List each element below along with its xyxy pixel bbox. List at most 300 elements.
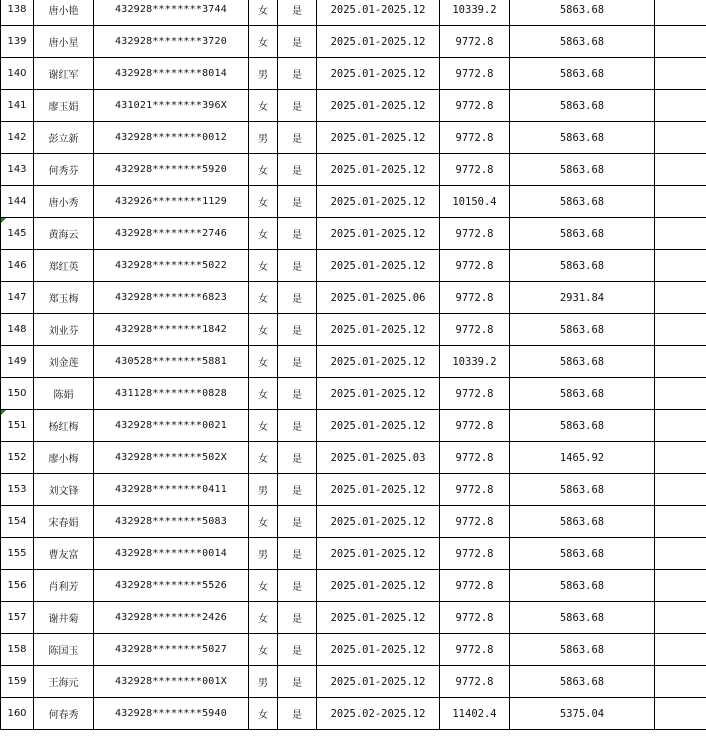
cell-extra[interactable]: [655, 634, 706, 666]
table-row: [1, 346, 706, 378]
gender: 女: [258, 518, 268, 529]
amount: 11402.4: [452, 707, 497, 720]
cell-no[interactable]: [1, 570, 34, 602]
cell-amount[interactable]: [440, 410, 510, 442]
cell-id[interactable]: [94, 314, 249, 346]
cell-subsidy[interactable]: [510, 26, 655, 58]
cell-name[interactable]: [34, 186, 94, 218]
cell-subsidy[interactable]: [510, 282, 655, 314]
gender: 男: [258, 134, 268, 145]
cell-gender[interactable]: [249, 26, 278, 58]
cell-period[interactable]: [317, 474, 440, 506]
row-number: 151: [7, 420, 27, 431]
cell-amount[interactable]: [440, 250, 510, 282]
row-number: 140: [7, 68, 27, 79]
flag: 是: [292, 454, 302, 465]
cell-period[interactable]: [317, 90, 440, 122]
amount: 9772.8: [455, 643, 494, 656]
cell-no[interactable]: [1, 218, 34, 250]
person-name: 曹友富: [48, 550, 79, 561]
cell-subsidy[interactable]: [510, 474, 655, 506]
cell-period[interactable]: [317, 602, 440, 634]
cell-flag[interactable]: [278, 250, 317, 282]
gender: 女: [258, 6, 268, 17]
cell-extra[interactable]: [655, 346, 706, 378]
cell-period[interactable]: [317, 122, 440, 154]
cell-extra[interactable]: [655, 122, 706, 154]
row-number: 141: [7, 100, 27, 111]
amount: 9772.8: [455, 99, 494, 112]
cell-period[interactable]: [317, 378, 440, 410]
cell-subsidy[interactable]: [510, 378, 655, 410]
amount: 10150.4: [452, 195, 497, 208]
cell-period[interactable]: [317, 26, 440, 58]
cell-id[interactable]: [94, 538, 249, 570]
cell-subsidy[interactable]: [510, 570, 655, 602]
id-number: 432928********3744: [115, 4, 227, 15]
cell-id[interactable]: [94, 218, 249, 250]
cell-no[interactable]: [1, 506, 34, 538]
cell-name[interactable]: [34, 442, 94, 474]
row-number: 155: [7, 548, 27, 559]
person-name: 廖玉娟: [48, 102, 79, 113]
cell-subsidy[interactable]: [510, 0, 655, 26]
id-number: 432928********5027: [115, 644, 227, 655]
id-number: 432928********5526: [115, 580, 227, 591]
cell-no[interactable]: [1, 410, 34, 442]
cell-extra[interactable]: [655, 442, 706, 474]
cell-flag[interactable]: [278, 506, 317, 538]
cell-flag[interactable]: [278, 442, 317, 474]
cell-flag[interactable]: [278, 602, 317, 634]
cell-no[interactable]: [1, 666, 34, 698]
cell-gender[interactable]: [249, 666, 278, 698]
cell-extra[interactable]: [655, 154, 706, 186]
amount: 9772.8: [455, 419, 494, 432]
period: 2025.01-2025.12: [330, 99, 426, 112]
cell-subsidy[interactable]: [510, 218, 655, 250]
cell-subsidy[interactable]: [510, 90, 655, 122]
amount: 9772.8: [455, 291, 494, 304]
cell-amount[interactable]: [440, 666, 510, 698]
flag: 是: [292, 294, 302, 305]
row-number: 150: [7, 388, 27, 399]
cell-extra[interactable]: [655, 314, 706, 346]
cell-no[interactable]: [1, 0, 34, 26]
cell-extra[interactable]: [655, 0, 706, 26]
id-number: 432928********2746: [115, 228, 227, 239]
cell-extra[interactable]: [655, 378, 706, 410]
cell-flag[interactable]: [278, 314, 317, 346]
amount: 9772.8: [455, 611, 494, 624]
cell-gender[interactable]: [249, 218, 278, 250]
row-number: 153: [7, 484, 27, 495]
cell-gender[interactable]: [249, 90, 278, 122]
period: 2025.01-2025.12: [330, 195, 426, 208]
cell-no[interactable]: [1, 314, 34, 346]
cell-subsidy[interactable]: [510, 602, 655, 634]
cell-id[interactable]: [94, 346, 249, 378]
id-number: 431128********0828: [115, 388, 227, 399]
cell-gender[interactable]: [249, 186, 278, 218]
period: 2025.01-2025.12: [330, 35, 426, 48]
cell-period[interactable]: [317, 698, 440, 730]
cell-extra[interactable]: [655, 410, 706, 442]
period: 2025.01-2025.12: [330, 611, 426, 624]
cell-id[interactable]: [94, 666, 249, 698]
cell-subsidy[interactable]: [510, 506, 655, 538]
cell-amount[interactable]: [440, 0, 510, 26]
cell-amount[interactable]: [440, 26, 510, 58]
cell-subsidy[interactable]: [510, 666, 655, 698]
cell-gender[interactable]: [249, 538, 278, 570]
cell-amount[interactable]: [440, 90, 510, 122]
cell-subsidy[interactable]: [510, 442, 655, 474]
cell-period[interactable]: [317, 0, 440, 26]
cell-extra[interactable]: [655, 698, 706, 730]
cell-flag[interactable]: [278, 58, 317, 90]
cell-no[interactable]: [1, 122, 34, 154]
table-row: [1, 122, 706, 154]
subsidy: 5863.68: [559, 99, 605, 112]
flag: 是: [292, 38, 302, 49]
cell-subsidy[interactable]: [510, 410, 655, 442]
cell-no[interactable]: [1, 90, 34, 122]
period: 2025.01-2025.12: [330, 259, 426, 272]
cell-name[interactable]: [34, 634, 94, 666]
cell-name[interactable]: [34, 666, 94, 698]
cell-no[interactable]: [1, 602, 34, 634]
cell-no[interactable]: [1, 58, 34, 90]
cell-flag[interactable]: [278, 410, 317, 442]
gender: 女: [258, 230, 268, 241]
cell-flag[interactable]: [278, 282, 317, 314]
period: 2025.01-2025.12: [330, 387, 426, 400]
cell-id[interactable]: [94, 186, 249, 218]
cell-id[interactable]: [94, 26, 249, 58]
cell-no[interactable]: [1, 26, 34, 58]
cell-extra[interactable]: [655, 602, 706, 634]
cell-flag[interactable]: [278, 474, 317, 506]
period: 2025.01-2025.12: [330, 579, 426, 592]
id-number: 432928********6823: [115, 292, 227, 303]
cell-gender[interactable]: [249, 442, 278, 474]
cell-period[interactable]: [317, 634, 440, 666]
subsidy: 5863.68: [559, 515, 605, 528]
gender: 女: [258, 582, 268, 593]
cell-amount[interactable]: [440, 58, 510, 90]
cell-amount[interactable]: [440, 154, 510, 186]
cell-flag[interactable]: [278, 570, 317, 602]
cell-gender[interactable]: [249, 122, 278, 154]
flag: 是: [292, 678, 302, 689]
cell-flag[interactable]: [278, 666, 317, 698]
cell-subsidy[interactable]: [510, 250, 655, 282]
cell-id[interactable]: [94, 90, 249, 122]
cell-name[interactable]: [34, 282, 94, 314]
amount: 9772.8: [455, 547, 494, 560]
cell-extra[interactable]: [655, 58, 706, 90]
gender: 男: [258, 678, 268, 689]
cell-period[interactable]: [317, 442, 440, 474]
cell-gender[interactable]: [249, 698, 278, 730]
cell-name[interactable]: [34, 250, 94, 282]
cell-id[interactable]: [94, 0, 249, 26]
cell-name[interactable]: [34, 410, 94, 442]
flag: 是: [292, 70, 302, 81]
cell-subsidy[interactable]: [510, 314, 655, 346]
cell-no[interactable]: [1, 634, 34, 666]
cell-amount[interactable]: [440, 186, 510, 218]
person-name: 陈国玉: [48, 646, 79, 657]
cell-no[interactable]: [1, 346, 34, 378]
table-row: [1, 666, 706, 698]
cell-gender[interactable]: [249, 346, 278, 378]
cell-gender[interactable]: [249, 506, 278, 538]
cell-subsidy[interactable]: [510, 346, 655, 378]
cell-amount[interactable]: [440, 506, 510, 538]
cell-amount[interactable]: [440, 698, 510, 730]
cell-period[interactable]: [317, 666, 440, 698]
period: 2025.01-2025.12: [330, 227, 426, 240]
cell-amount[interactable]: [440, 218, 510, 250]
cell-name[interactable]: [34, 0, 94, 26]
cell-amount[interactable]: [440, 282, 510, 314]
cell-id[interactable]: [94, 634, 249, 666]
amount: 9772.8: [455, 67, 494, 80]
cell-id[interactable]: [94, 250, 249, 282]
cell-subsidy[interactable]: [510, 698, 655, 730]
amount: 9772.8: [455, 35, 494, 48]
row-number: 144: [7, 196, 27, 207]
flag: 是: [292, 166, 302, 177]
person-name: 陈娟: [53, 390, 74, 401]
cell-no[interactable]: [1, 282, 34, 314]
cell-period[interactable]: [317, 570, 440, 602]
cell-name[interactable]: [34, 474, 94, 506]
subsidy: 5863.68: [559, 387, 605, 400]
cell-extra[interactable]: [655, 26, 706, 58]
table-row: [1, 26, 706, 58]
cell-amount[interactable]: [440, 602, 510, 634]
row-number: 138: [7, 4, 27, 15]
cell-amount[interactable]: [440, 538, 510, 570]
cell-no[interactable]: [1, 538, 34, 570]
gender: 女: [258, 166, 268, 177]
cell-amount[interactable]: [440, 634, 510, 666]
cell-extra[interactable]: [655, 506, 706, 538]
cell-period[interactable]: [317, 282, 440, 314]
cell-name[interactable]: [34, 538, 94, 570]
person-name: 郑玉梅: [48, 294, 79, 305]
cell-gender[interactable]: [249, 634, 278, 666]
cell-gender[interactable]: [249, 58, 278, 90]
cell-flag[interactable]: [278, 0, 317, 26]
cell-name[interactable]: [34, 218, 94, 250]
subsidy: 5863.68: [559, 579, 605, 592]
cell-name[interactable]: [34, 506, 94, 538]
id-number: 432928********2426: [115, 612, 227, 623]
cell-name[interactable]: [34, 58, 94, 90]
id-number: 432928********502X: [115, 452, 227, 463]
cell-flag[interactable]: [278, 346, 317, 378]
cell-gender[interactable]: [249, 602, 278, 634]
cell-id[interactable]: [94, 378, 249, 410]
cell-subsidy[interactable]: [510, 634, 655, 666]
cell-flag[interactable]: [278, 122, 317, 154]
cell-name[interactable]: [34, 122, 94, 154]
cell-gender[interactable]: [249, 474, 278, 506]
person-name: 何秀芬: [48, 166, 79, 177]
cell-gender[interactable]: [249, 410, 278, 442]
cell-extra[interactable]: [655, 570, 706, 602]
person-name: 刘金莲: [48, 358, 79, 369]
flag: 是: [292, 582, 302, 593]
cell-flag[interactable]: [278, 186, 317, 218]
cell-gender[interactable]: [249, 0, 278, 26]
cell-gender[interactable]: [249, 378, 278, 410]
cell-gender[interactable]: [249, 314, 278, 346]
cell-no[interactable]: [1, 186, 34, 218]
cell-period[interactable]: [317, 186, 440, 218]
cell-gender[interactable]: [249, 282, 278, 314]
cell-period[interactable]: [317, 410, 440, 442]
cell-flag[interactable]: [278, 26, 317, 58]
cell-no[interactable]: [1, 154, 34, 186]
cell-flag[interactable]: [278, 634, 317, 666]
period: 2025.01-2025.12: [330, 163, 426, 176]
cell-gender[interactable]: [249, 154, 278, 186]
cell-id[interactable]: [94, 122, 249, 154]
cell-flag[interactable]: [278, 378, 317, 410]
person-name: 杨红梅: [48, 422, 79, 433]
cell-name[interactable]: [34, 698, 94, 730]
row-number: 159: [7, 676, 27, 687]
period: 2025.01-2025.12: [330, 67, 426, 80]
row-number: 148: [7, 324, 27, 335]
period: 2025.01-2025.06: [330, 291, 426, 304]
cell-extra[interactable]: [655, 186, 706, 218]
subsidy: 5863.68: [559, 131, 605, 144]
cell-extra[interactable]: [655, 474, 706, 506]
person-name: 谢井菊: [48, 614, 79, 625]
cell-id[interactable]: [94, 602, 249, 634]
cell-name[interactable]: [34, 602, 94, 634]
cell-flag[interactable]: [278, 698, 317, 730]
cell-subsidy[interactable]: [510, 186, 655, 218]
cell-id[interactable]: [94, 154, 249, 186]
row-number: 146: [7, 260, 27, 271]
amount: 9772.8: [455, 675, 494, 688]
cell-gender[interactable]: [249, 570, 278, 602]
row-number: 157: [7, 612, 27, 623]
cell-amount[interactable]: [440, 378, 510, 410]
cell-no[interactable]: [1, 698, 34, 730]
cell-name[interactable]: [34, 90, 94, 122]
cell-period[interactable]: [317, 58, 440, 90]
person-name: 刘业芬: [48, 326, 79, 337]
cell-amount[interactable]: [440, 314, 510, 346]
id-number: 430528********5881: [115, 356, 227, 367]
cell-subsidy[interactable]: [510, 154, 655, 186]
cell-no[interactable]: [1, 250, 34, 282]
period: 2025.01-2025.12: [330, 355, 426, 368]
cell-flag[interactable]: [278, 218, 317, 250]
flag: 是: [292, 390, 302, 401]
cell-period[interactable]: [317, 250, 440, 282]
cell-flag[interactable]: [278, 538, 317, 570]
cell-amount[interactable]: [440, 442, 510, 474]
amount: 9772.8: [455, 131, 494, 144]
cell-extra[interactable]: [655, 218, 706, 250]
cell-name[interactable]: [34, 378, 94, 410]
cell-id[interactable]: [94, 282, 249, 314]
cell-no[interactable]: [1, 378, 34, 410]
cell-no[interactable]: [1, 474, 34, 506]
cell-id[interactable]: [94, 410, 249, 442]
cell-id[interactable]: [94, 58, 249, 90]
amount: 9772.8: [455, 323, 494, 336]
cell-subsidy[interactable]: [510, 538, 655, 570]
flag: 是: [292, 422, 302, 433]
cell-name[interactable]: [34, 314, 94, 346]
cell-name[interactable]: [34, 26, 94, 58]
flag: 是: [292, 326, 302, 337]
cell-id[interactable]: [94, 698, 249, 730]
cell-period[interactable]: [317, 538, 440, 570]
period: 2025.01-2025.12: [330, 323, 426, 336]
cell-id[interactable]: [94, 570, 249, 602]
cell-flag[interactable]: [278, 154, 317, 186]
flag: 是: [292, 6, 302, 17]
cell-period[interactable]: [317, 154, 440, 186]
person-name: 刘文锋: [48, 486, 79, 497]
person-name: 郑红英: [48, 262, 79, 273]
cell-name[interactable]: [34, 154, 94, 186]
cell-name[interactable]: [34, 570, 94, 602]
cell-amount[interactable]: [440, 122, 510, 154]
cell-amount[interactable]: [440, 570, 510, 602]
table-row: [1, 218, 706, 250]
cell-period[interactable]: [317, 314, 440, 346]
cell-period[interactable]: [317, 346, 440, 378]
cell-id[interactable]: [94, 474, 249, 506]
cell-period[interactable]: [317, 218, 440, 250]
flag: 是: [292, 230, 302, 241]
cell-subsidy[interactable]: [510, 58, 655, 90]
cell-amount[interactable]: [440, 474, 510, 506]
cell-id[interactable]: [94, 442, 249, 474]
row-number: 158: [7, 644, 27, 655]
cell-period[interactable]: [317, 506, 440, 538]
period: 2025.01-2025.12: [330, 643, 426, 656]
cell-no[interactable]: [1, 442, 34, 474]
cell-name[interactable]: [34, 346, 94, 378]
table-row: [1, 282, 706, 314]
subsidy: 5863.68: [559, 35, 605, 48]
cell-extra[interactable]: [655, 250, 706, 282]
cell-amount[interactable]: [440, 346, 510, 378]
cell-flag[interactable]: [278, 90, 317, 122]
cell-gender[interactable]: [249, 250, 278, 282]
cell-id[interactable]: [94, 506, 249, 538]
person-name: 唐小艳: [48, 6, 79, 17]
cell-subsidy[interactable]: [510, 122, 655, 154]
cell-extra[interactable]: [655, 538, 706, 570]
cell-extra[interactable]: [655, 282, 706, 314]
cell-extra[interactable]: [655, 90, 706, 122]
cell-extra[interactable]: [655, 666, 706, 698]
